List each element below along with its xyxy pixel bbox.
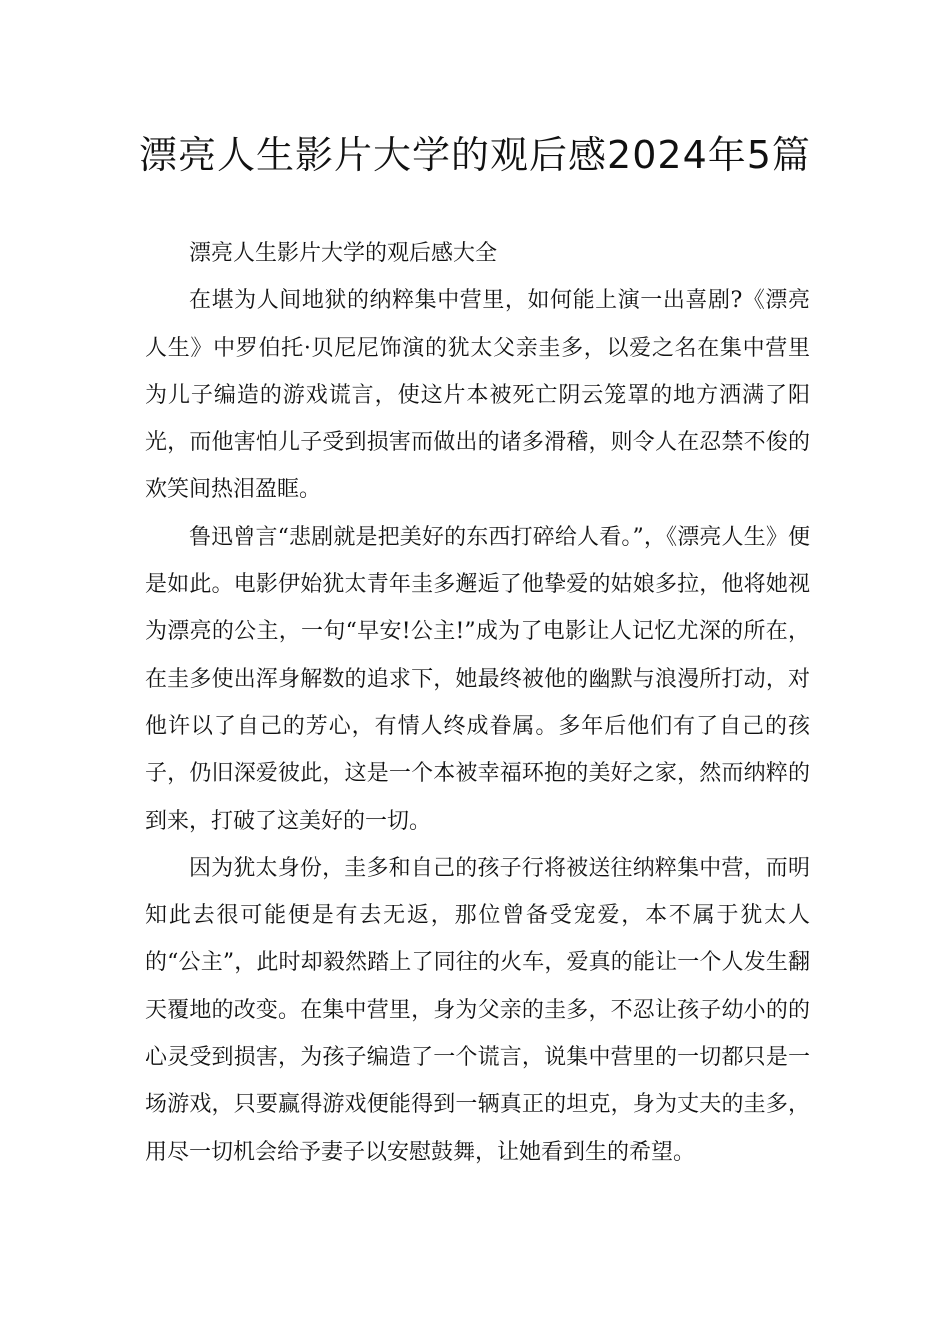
- document-body: [145, 230, 810, 1176]
- paragraph: 鲁迅曾言“悲剧就是把美好的东西打碎给人看。”，《漂亮人生》便是如此。电影伊始犹太青年圭多邂逅了他挚爱的姑娘多拉，他将她视为漂亮的公主，一句“早安!公主!”成为了电影让人记忆尤深的所在，在圭多使出浑身解数的追求下，她最终被他的幽默与浪漫所打动，对他许以了自己的芳心，有情人终成眷属。多年后他们有了自己的孩子，仍旧深爱彼此，这是一个本被幸福环抱的美好之家，然而纳粹的到来，打破了这美好的一切。: [145, 524, 810, 834]
- paragraph: 在堪为人间地狱的纳粹集中营里，如何能上演一出喜剧?《漂亮人生》中罗伯托·贝尼尼饰演的犹太父亲圭多，以爱之名在集中营里为儿子编造的游戏谎言，使这片本被死亡阴云笼罩的地方洒满了阳光，而他害怕儿子受到损害而做出的诸多滑稽，则令人在忍禁不俊的欢笑间热泪盈眶。: [145, 288, 810, 503]
- document-title: 漂亮人生影片大学的观后感2024年5篇: [139, 133, 811, 177]
- paragraph-subtitle: 漂亮人生影片大学的观后感大全: [189, 241, 498, 266]
- paragraph: 因为犹太身份，圭多和自己的孩子行将被送往纳粹集中营，而明知此去很可能便是有去无返，那位曾备受宠爱，本不属于犹太人的“公主”，此时却毅然踏上了同往的火车，爱真的能让一个人发生翻天覆地的改变。在集中营里，身为父亲的圭多，不忍让孩子幼小的的心灵受到损害，为孩子编造了一个谎言，说集中营里的一切都只是一场游戏，只要赢得游戏便能得到一辆真正的坦克，身为丈夫的圭多，用尽一切机会给予妻子以安慰鼓舞，让她看到生的希望。: [145, 855, 810, 1165]
